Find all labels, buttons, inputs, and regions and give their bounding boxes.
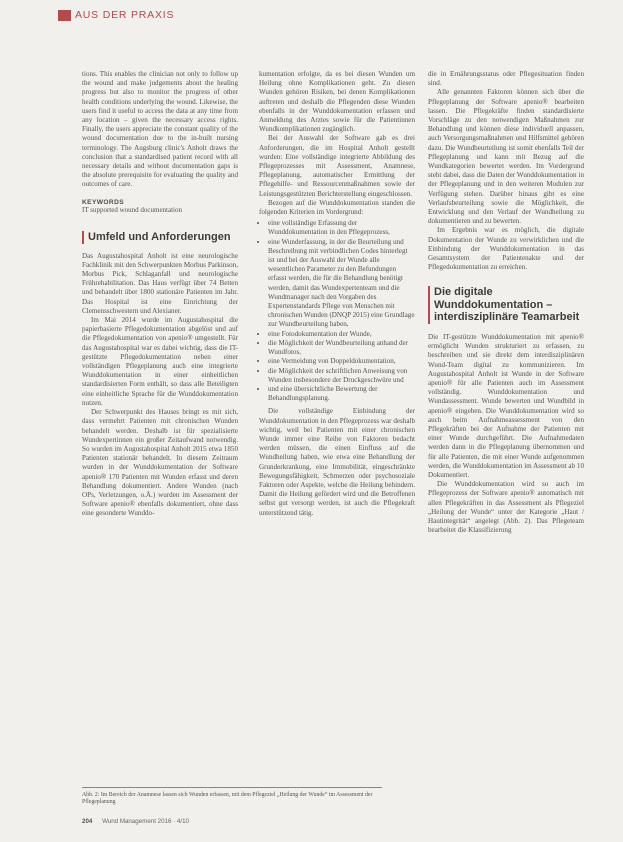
list-item: • die Möglichkeit der Wundbeurteilung anhand der Wundfotos, <box>268 339 415 357</box>
section-header <box>58 9 174 21</box>
paragraph: tions. This enables the clinician not only to follow up the wound and make judgements about the healing progress but also to monitor the progress of other health conditions underlying the wound. Likewise, the users find it useful to access the data at any time from any location – given the necessary access rights. Finally, the users appreciate the constant quality of the wound documentation due to the in-built nursing terminology. The Augsburg clinic's Anholt draws the conclusion that a standardised patient record with all necessary details and without documentation gaps is the absolute prerequisite for evaluating the quality and outcomes of care. <box>82 70 238 189</box>
paragraph: Alle genannten Faktoren können sich über die Pflegeplanung der Software apenio® bearbeiten lassen. Die Pflegekräfte finden standardisierte Vorschläge zu den notwendigen Maßnahmen zur Behandlung und können diese individuell anpassen, auch Versorgungsmaßnahmen und Hilfsmittel gehören dazu. Die Wundbeurteilung ist somit ebenfalls Teil der Pflegeplanung und kann mit Bezug auf die Wundkategorien bewertet werden. Im Vordergrund steht dabei, dass die Daten der Wunddokumentation in der Pflegeplanung und in den weiteren Modulen zur Verfügung stehen. Darüber hinaus gibt es eine Verlaufsbeurteilung sowie die Möglichkeit, die Entwicklung und den Verlauf der Wundheilung zu dokumentieren und zu bewerten. <box>428 88 584 226</box>
keywords-title: KEYWORDS <box>82 198 125 206</box>
paragraph: Das Augustahospital Anholt ist eine neurologische Fachklinik mit den Schwerpunkten Morbus Parkinson, Morbus Pick, Schlaganfall und neurologische Frührehabilitation. Das Haus verfügt über 74 Betten und behandelt über 1800 stationäre Patienten im Jahr. Das Hospital ist eine Einrichtung der Clemensschwestern und Alexianer. <box>82 251 238 315</box>
paragraph: Die vollständige Einbindung der Wunddokumentation in den Pflegeprozess war deshalb wichtig, weil bei Patienten mit einer chronischen Wunde immer eine Reihe von Faktoren bedacht werden müssen, die einen Einfluss auf die Wundheilung haben, wie etwa eine Behandlung der Grunderkrankung, eine Immobilität, eingeschränkte Bewegungsfähigkeit, Schmerzen oder psychosoziale Faktoren oder Aspekte, welche die Heilung behindern. Damit die Heilung gefördert wird und die Betroffenen selbst gut versorgt werden, ist auch die Pflegekraft unterstützend tätig. <box>259 407 415 517</box>
list-item: • eine vollständige Erfassung der Wunddokumentation in den Pflegeprozess, <box>268 219 415 237</box>
paragraph: Der Schwerpunkt des Hauses bringt es mit sich, dass vermehrt Patienten mit chronischen Wunden behandelt werden. Deshalb ist für spezialisierte Wundexpertinnen ein großer Zeitaufwand notwendig. So wurden im Augustahospital Anholt 2015 etwa 1850 Patienten stationär behandelt. In diesem Zeitraum wurden in der Wunddokumentation der Software apenio® 170 Patienten mit Wunden erfasst und deren Behandlung dokumentiert. Andere Wunden (nach OPs, Verletzungen, o.Ä.) wurden im Assessment der Software apenio® ebenfalls dokumentiert, ohne dass eine gesonderte Wunddo- <box>82 408 238 518</box>
journal-name: Wund Management 2016 · 4/10 <box>102 818 189 825</box>
paragraph: Im Ergebnis war es möglich, die digitale Dokumentation der Wunde zu verwirklichen und die Einbindung der Wunddokumentation in das Gesamtsystem der Patientenakte und der Pflegedokumentation zu erreichen. <box>428 226 584 272</box>
heading-digitale-wunddokumentation: Die digitale Wunddokumentation – interdisziplinäre Teamarbeit <box>428 286 584 324</box>
column-2 <box>259 70 415 518</box>
criteria-list <box>259 219 415 403</box>
paragraph: Im Mai 2014 wurde im Augustahospital die papierbasierte Pflegedokumentation abgelöst und auf die Pflegedokumentation von apenio® umgestellt. Für das Augustahospital war es dabei wichtig, dass die IT-gestützte Pflegedokumentation neben einer vollständigen Pflegeplanung auch eine integrierte Wunddokumentation in einer einheitlichen standardisierten Form enthält, so dass alle Beteiligten eine einheitliche Sprache für die Wunddokumentation nutzen. <box>82 316 238 407</box>
list-item: • eine Vermeidung von Doppeldokumentation, <box>268 357 415 366</box>
paragraph: Bei der Auswahl der Software gab es drei Anforderungen, die im Hospital Anholt gestellt wurden: Eine vollständige integrierte Abbildung des Pflegeprozesses mit Assessment, Anamnese, Pflegeplanung, automatischer Ermittlung der Pflegehilfe- und Ressourcenmaßnahmen sowie der Leistungsgestützten Berichterstellung eingeschlossen. <box>259 134 415 198</box>
paragraph: Die IT-gestützte Wunddokumentation mit apenio® ermöglicht Wunden strukturiert zu erfassen, zu beschreiben und sie direkt dem interdisziplinären Wund-Team digital zu kommunizieren. Im Augustahospital Anholt ist Wunde in der Software apenio® für alle Patienten auch im Assessment vollständig. Wunddokumentation und Wundassessment. Wunde bewerten und Wundbild in apenio® eingeben. Die Wunddokumentation wird so auch beim Aufnahmeassessment von den Pflegekräften bei der Aufnahme der Patienten mit einer Wunde durchgeführt. Die Aufnahmedaten werden dann in die Pflegeplanung übernommen und für alle Patienten, die mit einer Wunde aufgenommen werden, die Wunddokumentation im Assessment ab 10 Dokumentiert. <box>428 332 584 480</box>
paragraph: Die Wunddokumentation wird so auch im Pflegeprozess der Software apenio® automatisch mit allen Pflegekräften in das Assessment als Pflegeziel „Heilung der Wunde“ unter der Kategorie „Haut / Hautintegrität“ angelegt (Abb. 2). Das Pflegeteam bearbeitet die Klassifizierung <box>428 480 584 535</box>
section-title: AUS DER PRAXIS <box>75 9 175 21</box>
paragraph: die in Ernährungsstatus oder Pflegesituation finden sind. <box>428 70 584 88</box>
list-item: • die Möglichkeit der schriftlichen Anweisung von Wunden insbesondere der Druckgeschwüre und <box>268 367 415 385</box>
page-footer <box>82 818 189 825</box>
paragraph: kumentation erfolgte, da es bei diesen Wunden um Heilung ohne Komplikationen geht. Zu diesen Wunden gehören Risiken, bei denen Komplikationen auftreten und deshalb die Pflegenden diese Wunden ebenfalls in der Wunddokumentation erfassen und Anmeldung des Arztes sowie für die Patientinnen Wundkomplikationen zugänglich. <box>259 70 415 134</box>
column-3 <box>428 70 584 535</box>
list-item: • eine Wunderfassung, in der die Beurteilung und Beschreibung mit verbindlichen Codes hinterlegt ist und bei der Auswahl der Wunde alle wesentlichen Parameter zu den Befundungen erfasst werden, die für die Behandlung benötigt werden, damit das Wundexpertenteam und die Wundmanager nach den Vorgaben des Expertenstandards Pflege von Menschen mit chronischen Wunden (DNQP 2015) eine Grundlage zur Wundbeurteilung haben, <box>268 238 415 330</box>
figure-footnote: Abb. 2: Im Bereich der Anamnese lassen sich Wunden erfassen, mit dem Pflegeziel „Heilung der Wunde“ im Assessment der Pflegeplanung <box>82 787 382 806</box>
list-item: • und eine übersichtliche Bewertung der Behandlungsplanung. <box>268 385 415 403</box>
page-number: 204 <box>82 818 93 825</box>
paragraph: Bezogen auf die Wunddokumentation standen die folgenden Kriterien im Vordergrund: <box>259 198 415 217</box>
keywords-box <box>82 199 238 215</box>
heading-umfeld: Umfeld und Anforderungen <box>82 231 238 244</box>
column-1 <box>82 70 238 519</box>
list-item: • eine Fotodokumentation der Wunde, <box>268 330 415 339</box>
header-marker <box>58 10 71 21</box>
keywords-values: IT supported wound documentation <box>82 205 182 214</box>
